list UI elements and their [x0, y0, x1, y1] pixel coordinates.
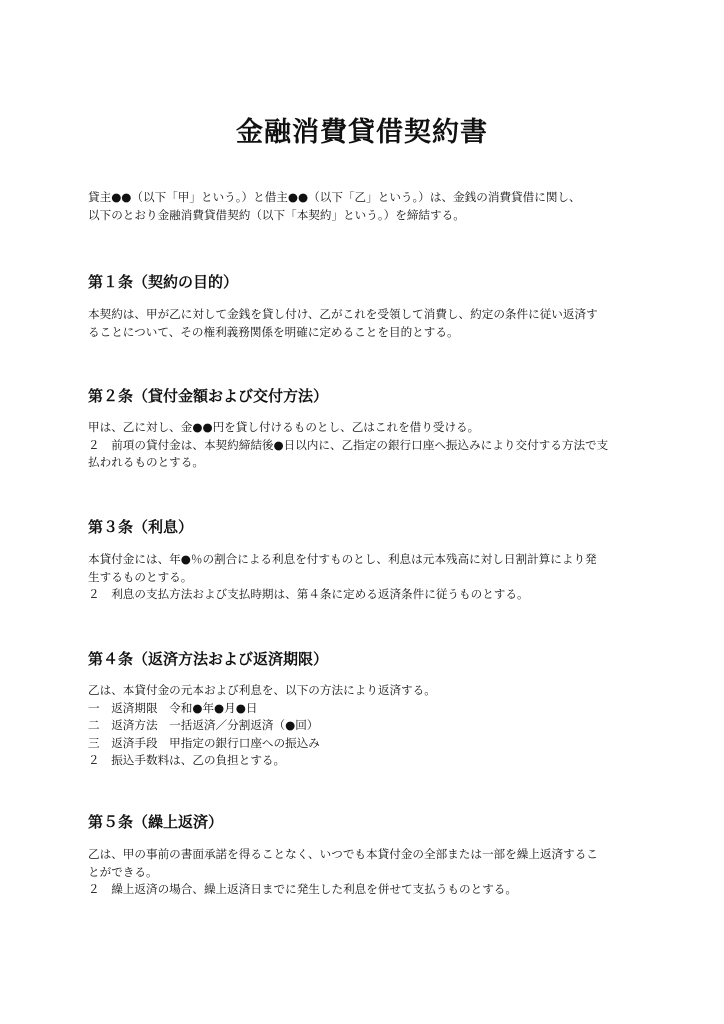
article-line: とができる。 — [88, 864, 158, 879]
article-line: ２ 振込手数料は、乙の負担とする。 — [88, 753, 286, 767]
article-line: ることについて、その権利義務関係を明確に定めることを目的とする。 — [88, 324, 459, 339]
article-line: 甲は、乙に対し、金●●円を貸し付けるものとし、乙はこれを借り受ける。 — [88, 420, 480, 434]
preamble — [88, 189, 648, 224]
article-line: ２ 繰上返済の場合、繰上返済日までに発生した利息を併せて支払うものとする。 — [88, 882, 517, 896]
article-line: 一 返済期限 令和●年●月●日 — [88, 700, 258, 715]
article-3-body — [88, 551, 648, 604]
article-3-heading: 第３条（利息） — [88, 518, 194, 536]
article-line: 生するものとする。 — [88, 569, 193, 584]
article-line: ２ 利息の支払方法および支払時期は、第４条に定める返済条件に従うものとする。 — [88, 587, 529, 601]
article-line: 二 返済方法 一括返済／分割返済（●回） — [88, 718, 319, 732]
article-4-heading: 第４条（返済方法および返済期限） — [88, 650, 329, 668]
article-line: 乙は、本貸付金の元本および利息を、以下の方法により返済する。 — [88, 683, 436, 697]
document-title: 金融消費貸借契約書 — [236, 117, 488, 148]
article-line: 三 返済手段 甲指定の銀行口座への振込み — [88, 735, 320, 750]
article-2-heading: 第２条（貸付金額および交付方法） — [88, 387, 329, 405]
article-line: 本契約は、甲が乙に対して金銭を貸し付け、乙がこれを受領して消費し、約定の条件に従い返済す — [88, 307, 598, 321]
article-2-body — [88, 419, 648, 472]
article-1-heading: 第１条（契約の目的） — [88, 273, 239, 291]
article-1-body — [88, 306, 648, 341]
preamble-line: 貸主●●（以下「甲」という。）と借主●●（以下「乙」という。）は、金銭の消費貸借に関し、 — [88, 190, 581, 204]
article-line: 本貸付金には、年●％の割合による利息を付すものとし、利息は元本残高に対し日割計算により発 — [88, 552, 597, 566]
article-line: 払われるものとする。 — [88, 455, 204, 469]
article-5-heading: 第５条（繰上返済） — [88, 813, 224, 831]
preamble-line: 以下のとおり金融消費貸借契約（以下「本契約」という。）を締結する。 — [88, 207, 465, 222]
article-4-body — [88, 682, 648, 770]
article-5-body — [88, 846, 648, 899]
article-line: ２ 前項の貸付金は、本契約締結後●日以内に、乙指定の銀行口座へ振込みにより交付する方法で支 — [88, 437, 609, 452]
article-line: 乙は、甲の事前の書面承諾を得ることなく、いつでも本貸付金の全部または一部を繰上返済するこ — [88, 847, 598, 861]
